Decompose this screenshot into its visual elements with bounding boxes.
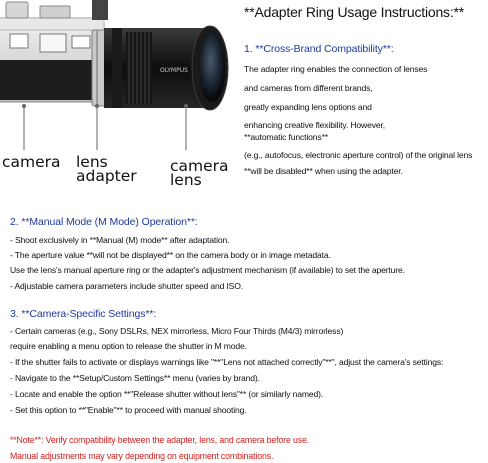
label-camera-lens: [170, 159, 229, 187]
section2-line: - Shoot exclusively in **Manual (M) mode** after adaptation.: [10, 235, 230, 245]
section1-heading: 1. **Cross-Brand Compatibility**:: [244, 43, 394, 55]
section1-line: **automatic functions**: [244, 132, 328, 142]
section3-line: - Certain cameras (e.g., Sony DSLRs, NEX mirrorless, Micro Four Thirds (M4/3) mirrorless): [10, 326, 344, 336]
section3-line: - Navigate to the **Setup/Custom Settings** menu (varies by brand).: [10, 373, 260, 383]
section1-line: greatly expanding lens options and: [244, 102, 372, 112]
lens-branding: OLYMPUS: [160, 67, 188, 74]
label-camera: camera: [2, 153, 61, 171]
section3-line: require enabling a menu option to release the shutter in M mode.: [10, 341, 247, 351]
section2-line: Use the lens's manual aperture ring or the adapter's adjustment mechanism (if available) to set the aperture.: [10, 265, 405, 275]
label-lens-adapter: [76, 155, 137, 183]
section1-line: (e.g., autofocus, electronic aperture control) of the original lens: [244, 150, 473, 160]
note-line1: **Note**: Verify compatibility between the adapter, lens, and camera before use.: [10, 435, 310, 445]
label-camera-lens-line2: lens: [170, 171, 202, 189]
page-title: **Adapter Ring Usage Instructions:**: [244, 4, 465, 20]
lens-adapter: [92, 30, 106, 106]
section3-heading: 3. **Camera-Specific Settings**:: [10, 308, 157, 320]
section2-line: - The aperture value **will not be displayed** on the camera body or in image metadata.: [10, 250, 331, 260]
section1-line: enhancing creative flexibility. However,: [244, 120, 385, 130]
section2-heading: 2. **Manual Mode (M Mode) Operation**:: [10, 216, 198, 228]
label-lens-adapter-line2: adapter: [76, 167, 137, 185]
section3-line: - Set this option to **"Enable"** to proceed with manual shooting.: [10, 405, 247, 415]
section1-line: The adapter ring enables the connection of lenses: [244, 64, 428, 74]
section1-line: and cameras from different brands,: [244, 83, 373, 93]
leader-lines: [24, 106, 186, 150]
note-line2: Manual adjustments may vary depending on equipment combinations.: [10, 451, 274, 461]
label-camera-lens-line1: camera: [170, 157, 229, 175]
section3-line: - If the shutter fails to activate or displays warnings like "**"Lens not attached correctly"**", adjust the camera's settings:: [10, 357, 444, 367]
section1-line: **will be disabled** when using the adapter.: [244, 166, 403, 176]
section2-line: - Adjustable camera parameters include shutter speed and ISO.: [10, 281, 244, 291]
camera-lens: [104, 26, 228, 110]
section3-line: - Locate and enable the option **"Release shutter without lens"** (or similarly named).: [10, 389, 324, 399]
label-lens-adapter-line1: lens: [76, 153, 108, 171]
